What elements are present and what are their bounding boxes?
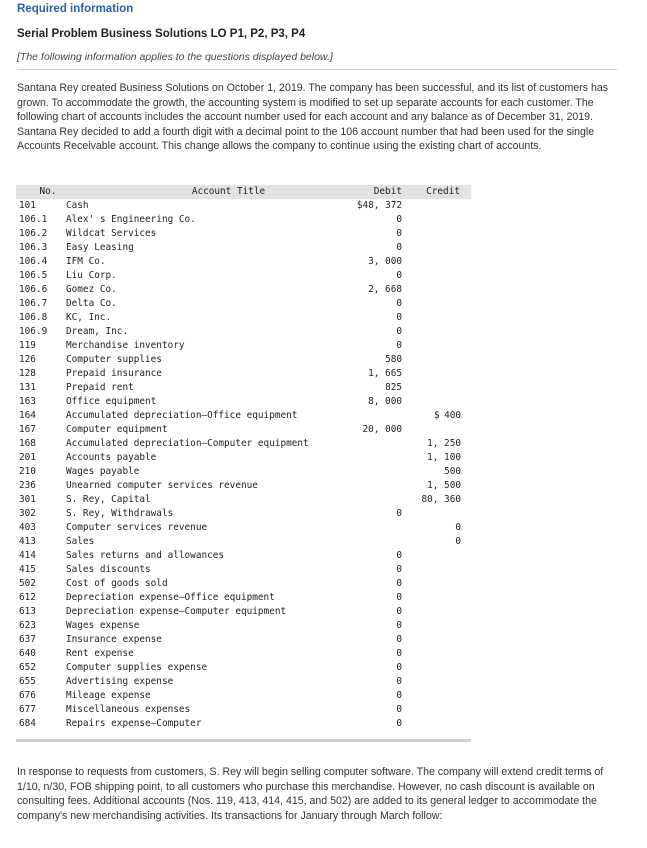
credit-value [402, 325, 471, 339]
account-title: Computer equipment [66, 424, 168, 435]
debit-value: $48, 372 [356, 200, 402, 211]
account-number: 101 [19, 200, 36, 211]
closing-paragraph: In response to requests from customers, S. Rey will begin selling computer software. The company will extend credit terms of 1/10, n/30, FOB shipping point, to all customers who purchase this merchandise. However, no cash discount is available on consulting fees. Additional accounts (Nos. 119, 413, 414, 415, and 502) are added to its general ledger to accommodate the company's new merchandising activities. Its transactions for January through March follow: [17, 766, 604, 822]
account-title: Computer supplies expense [66, 662, 208, 673]
credit-value: 1, 500 [427, 480, 461, 491]
accounts-table [16, 185, 471, 731]
table-row [16, 339, 471, 353]
debit-value: 0 [396, 578, 402, 589]
account-title: Sales discounts [66, 564, 151, 575]
table-row [16, 213, 471, 227]
table-row [16, 717, 471, 731]
table-row [16, 353, 471, 367]
account-title: S. Rey, Withdrawals [66, 508, 174, 519]
debit-value: 1, 665 [368, 368, 402, 379]
debit-value: 825 [385, 382, 402, 393]
credit-value [402, 591, 471, 605]
credit-value [402, 297, 471, 311]
account-title: Mileage expense [66, 690, 151, 701]
intro-paragraph: Santana Rey created Business Solutions on October 1, 2019. The company has been successful, and its list of customers has grown. To accommodate the growth, the accounting system is modified to set up separate accounts for each customer. The following chart of accounts includes the account number used for each account and any balance as of December 31, 2019. Santana Rey decided to add a fourth digit with a decimal point to the 106 account number that had been used for the single Accounts Receivable account. This change allows the company to continue using the existing chart of accounts. [17, 82, 609, 153]
header-divider [17, 69, 617, 70]
debit-value: 0 [396, 662, 402, 673]
account-number: 106.1 [19, 214, 48, 225]
debit-value: 0 [396, 592, 402, 603]
account-number: 164 [19, 410, 36, 421]
table-row [16, 493, 471, 507]
debit-value [351, 521, 402, 535]
table-row [16, 409, 471, 423]
debit-value: 580 [385, 354, 402, 365]
account-number: 236 [19, 480, 36, 491]
debit-value: 0 [396, 340, 402, 351]
table-row [16, 423, 471, 437]
account-title: Prepaid insurance [66, 368, 162, 379]
table-row [16, 451, 471, 465]
table-row [16, 367, 471, 381]
account-number: 613 [19, 606, 36, 617]
table-row [16, 269, 471, 283]
debit-value [351, 535, 402, 549]
credit-value [402, 577, 471, 591]
account-title: Repairs expense—Computer [66, 718, 202, 729]
account-title: Delta Co. [66, 298, 117, 309]
header-credit: Credit [426, 186, 460, 197]
account-number: 413 [19, 536, 36, 547]
chart-of-accounts [16, 185, 471, 742]
debit-value [351, 451, 402, 465]
account-number: 210 [19, 466, 36, 477]
account-number: 201 [19, 452, 36, 463]
account-title: Prepaid rent [66, 382, 134, 393]
required-information-heading: Required information [17, 3, 134, 15]
credit-value [402, 367, 471, 381]
table-row [16, 549, 471, 563]
account-title: Computer services revenue [66, 522, 208, 533]
table-row [16, 521, 471, 535]
account-number: 106.7 [19, 298, 48, 309]
credit-value [402, 213, 471, 227]
table-row [16, 689, 471, 703]
table-row [16, 227, 471, 241]
account-number: 684 [19, 718, 36, 729]
credit-value [402, 311, 471, 325]
debit-value: 0 [396, 718, 402, 729]
account-title: Cost of goods sold [66, 578, 168, 589]
table-row [16, 605, 471, 619]
account-title: Dream, Inc. [66, 326, 129, 337]
account-title: Cash [66, 200, 89, 211]
table-row [16, 311, 471, 325]
account-title: Merchandise inventory [66, 340, 185, 351]
table-row [16, 647, 471, 661]
credit-value [402, 633, 471, 647]
account-title: Unearned computer services revenue [66, 480, 258, 491]
table-row [16, 507, 471, 521]
table-row [16, 381, 471, 395]
account-number: 106.4 [19, 256, 48, 267]
header-no: No. [39, 186, 57, 197]
debit-value: 20, 000 [362, 424, 402, 435]
table-row [16, 241, 471, 255]
credit-value [402, 269, 471, 283]
account-number: 652 [19, 662, 36, 673]
account-number: 163 [19, 396, 36, 407]
account-number: 106.9 [19, 326, 48, 337]
account-number: 414 [19, 550, 36, 561]
credit-value [402, 255, 471, 269]
account-title: Office equipment [66, 396, 157, 407]
account-number: 302 [19, 508, 36, 519]
account-title: Wildcat Services [66, 228, 157, 239]
credit-value [402, 381, 471, 395]
dollar-sign: $ [434, 410, 440, 421]
account-title: Easy Leasing [66, 242, 134, 253]
account-title: Accounts payable [66, 452, 157, 463]
account-number: 131 [19, 382, 36, 393]
credit-value: 500 [444, 466, 461, 477]
credit-value [402, 507, 471, 521]
credit-value [402, 549, 471, 563]
debit-value: 8, 000 [368, 396, 402, 407]
credit-value [402, 353, 471, 367]
debit-value: 0 [396, 214, 402, 225]
account-title: Gomez Co. [66, 284, 117, 295]
account-number: 415 [19, 564, 36, 575]
account-number: 623 [19, 620, 36, 631]
table-row [16, 297, 471, 311]
credit-value [402, 563, 471, 577]
account-number: 119 [19, 340, 36, 351]
table-row [16, 633, 471, 647]
debit-value: 0 [396, 690, 402, 701]
debit-value: 0 [396, 326, 402, 337]
debit-value: 2, 668 [368, 284, 402, 295]
debit-value: 0 [396, 620, 402, 631]
credit-value: 1, 250 [427, 438, 461, 449]
debit-value: 3, 000 [368, 256, 402, 267]
credit-value [402, 283, 471, 297]
debit-value [351, 409, 402, 423]
credit-value [402, 647, 471, 661]
credit-value: 0 [455, 522, 461, 533]
account-title: Depreciation expense—Computer equipment [66, 606, 287, 617]
debit-value: 0 [396, 648, 402, 659]
account-number: 106.3 [19, 242, 48, 253]
table-row [16, 661, 471, 675]
credit-value [402, 675, 471, 689]
credit-value [402, 339, 471, 353]
account-title: Sales [66, 536, 95, 547]
credit-value [402, 199, 471, 213]
account-title: Depreciation expense—Office equipment [66, 592, 275, 603]
debit-value: 0 [396, 676, 402, 687]
credit-value: 0 [455, 536, 461, 547]
debit-value [351, 437, 402, 451]
account-title: Wages expense [66, 620, 140, 631]
problem-subtitle: [The following information applies to the questions displayed below.] [17, 51, 333, 63]
table-row [16, 199, 471, 213]
account-number: 126 [19, 354, 36, 365]
account-number: 637 [19, 634, 36, 645]
account-title: Advertising expense [66, 676, 174, 687]
account-number: 128 [19, 368, 36, 379]
credit-value [402, 689, 471, 703]
debit-value [351, 465, 402, 479]
debit-value: 0 [396, 242, 402, 253]
table-row [16, 563, 471, 577]
credit-value [402, 661, 471, 675]
account-title: IFM Co. [66, 256, 106, 267]
header-debit: Debit [373, 186, 402, 197]
account-title: Rent expense [66, 648, 134, 659]
table-row [16, 325, 471, 339]
account-number: 106.2 [19, 228, 48, 239]
credit-value [402, 605, 471, 619]
account-number: 168 [19, 438, 36, 449]
debit-value: 0 [396, 634, 402, 645]
table-row [16, 479, 471, 493]
account-title: Alex' s Engineering Co. [66, 214, 196, 225]
account-number: 677 [19, 704, 36, 715]
table-row [16, 675, 471, 689]
account-number: 167 [19, 424, 36, 435]
credit-value [402, 717, 471, 731]
account-number: 655 [19, 676, 36, 687]
debit-value: 0 [396, 606, 402, 617]
account-number: 502 [19, 578, 36, 589]
table-bottom-rule [16, 739, 471, 742]
credit-value [402, 395, 471, 409]
table-row [16, 255, 471, 269]
table-row [16, 577, 471, 591]
debit-value [351, 479, 402, 493]
credit-value [402, 703, 471, 717]
table-row [16, 437, 471, 451]
debit-value: 0 [396, 508, 402, 519]
debit-value: 0 [396, 550, 402, 561]
debit-value: 0 [396, 704, 402, 715]
account-title: Wages payable [66, 466, 140, 477]
header-account-title: Account Title [191, 186, 266, 197]
account-number: 676 [19, 690, 36, 701]
debit-value [351, 493, 402, 507]
table-row [16, 703, 471, 717]
table-body [16, 199, 471, 731]
credit-amount: 400 [444, 410, 461, 421]
table-row [16, 591, 471, 605]
debit-value: 0 [396, 270, 402, 281]
account-title: Liu Corp. [66, 270, 117, 281]
account-number: 106.5 [19, 270, 48, 281]
credit-value [402, 423, 471, 437]
credit-value: 80, 360 [421, 494, 461, 505]
credit-value: 1, 100 [427, 452, 461, 463]
account-number: 640 [19, 648, 36, 659]
credit-value [402, 619, 471, 633]
account-number: 403 [19, 522, 36, 533]
table-header-row [16, 185, 471, 199]
table-row [16, 283, 471, 297]
account-title: Insurance expense [66, 634, 162, 645]
account-title: KC, Inc. [66, 312, 112, 323]
account-number: 612 [19, 592, 36, 603]
account-number: 301 [19, 494, 36, 505]
credit-value [402, 241, 471, 255]
table-row [16, 619, 471, 633]
credit-value [402, 409, 471, 423]
account-title: Accumulated depreciation—Office equipment [66, 410, 298, 421]
account-title: S. Rey, Capital [66, 494, 151, 505]
debit-value: 0 [396, 564, 402, 575]
problem-title: Serial Problem Business Solutions LO P1, P2, P3, P4 [17, 28, 306, 40]
account-title: Miscellaneous expenses [66, 704, 191, 715]
debit-value: 0 [396, 312, 402, 323]
debit-value: 0 [396, 298, 402, 309]
table-row [16, 395, 471, 409]
account-title: Computer supplies [66, 354, 162, 365]
table-row [16, 535, 471, 549]
account-number: 106.6 [19, 284, 48, 295]
account-title: Sales returns and allowances [66, 550, 225, 561]
account-title: Accumulated depreciation—Computer equipment [66, 438, 309, 449]
account-number: 106.8 [19, 312, 48, 323]
table-row [16, 465, 471, 479]
credit-value [402, 227, 471, 241]
debit-value: 0 [396, 228, 402, 239]
